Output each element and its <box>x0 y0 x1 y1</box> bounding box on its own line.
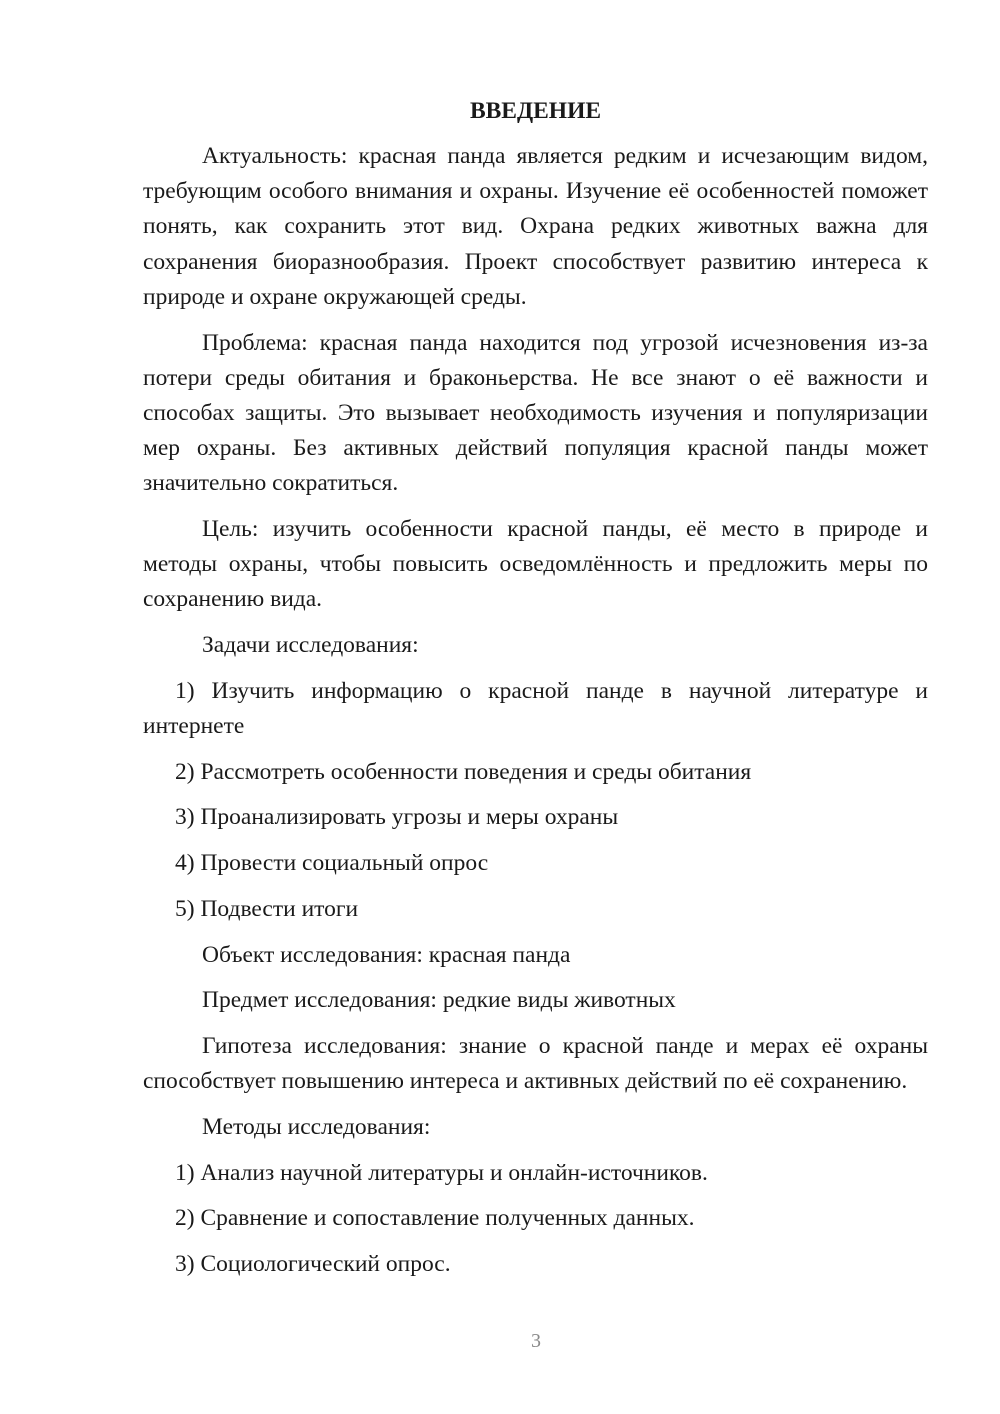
method-item: 2) Сравнение и сопоставление полученных данных. <box>175 1205 695 1232</box>
method-item: 3) Социологический опрос. <box>175 1250 451 1277</box>
task-item: 3) Проанализировать угрозы и меры охраны <box>175 804 619 831</box>
hypothesis-paragraph: Гипотеза исследования: знание о красной панде и мерах её охраны способствует повышению интереса и активных действий по её сохранению. <box>143 1032 928 1095</box>
relevance-paragraph: Актуальность: красная панда является редким и исчезающим видом, требующим особого внимания и охраны. Изучение её особенностей поможет понять, как сохранить этот вид. Охрана редких животных важна для сохранения биоразнообразия. Проект способствует развитию интереса к природе и охране окружающей среды. <box>143 143 928 310</box>
goal-paragraph: Цель: изучить особенности красной панды, её место в природе и методы охраны, чтобы повысить осведомлённость и предложить меры по сохранению вида. <box>143 516 928 613</box>
subject-paragraph: Предмет исследования: редкие виды животных <box>202 987 676 1014</box>
problem-paragraph: Проблема: красная панда находится под угрозой исчезновения из-за потери среды обитания и браконьерства. Не все знают о её важности и способах защиты. Это вызывает необходимость изучения и популяризации мер охраны. Без активных действий популяция красной панды может значительно сократиться. <box>143 329 928 497</box>
task-item: 5) Подвести итоги <box>175 895 359 922</box>
task-item: 1) Изучить информацию о красной панде в научной литературе и интернете <box>143 677 928 740</box>
method-item: 1) Анализ научной литературы и онлайн-источников. <box>175 1159 708 1186</box>
task-item: 4) Провести социальный опрос <box>175 850 489 877</box>
section-title: ВВЕДЕНИЕ <box>469 98 602 124</box>
document-body <box>143 94 928 1293</box>
task-item: 2) Рассмотреть особенности поведения и среды обитания <box>175 758 752 785</box>
page-number: 3 <box>531 1330 541 1352</box>
object-paragraph: Объект исследования: красная панда <box>202 941 571 968</box>
tasks-heading: Задачи исследования: <box>202 632 419 659</box>
methods-heading: Методы исследования: <box>202 1113 431 1140</box>
